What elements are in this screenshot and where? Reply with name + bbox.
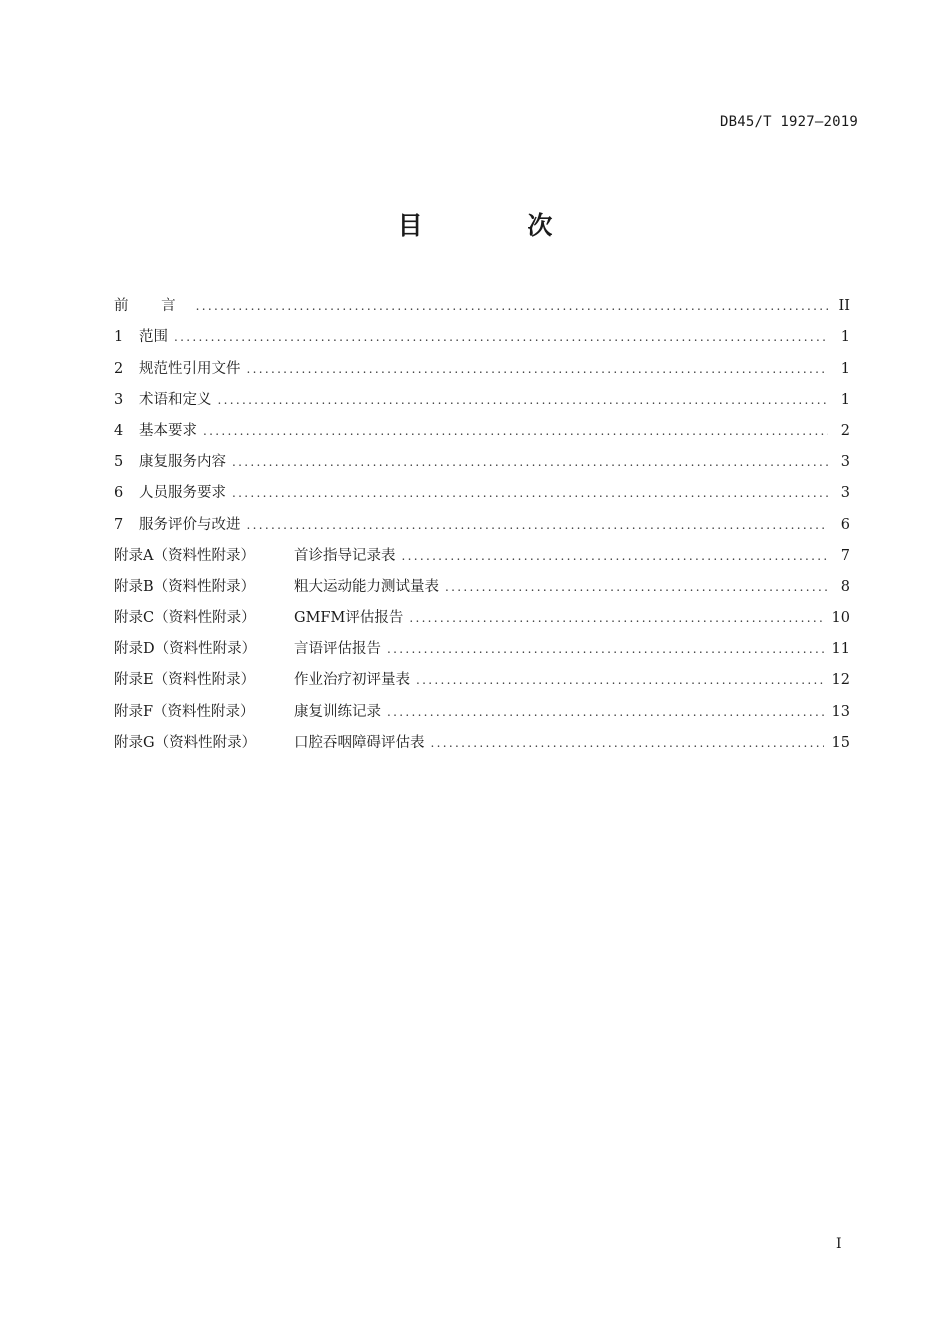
toc-entry-label: 4 基本要求 [114, 422, 197, 439]
toc-entry-label: 附录F（资料性附录） 康复训练记录 [114, 703, 381, 720]
toc-entry-label: 2 规范性引用文件 [114, 360, 241, 377]
toc-entry-label: 前 言 [114, 298, 190, 315]
toc-entry-appendix-c[interactable] [114, 597, 850, 628]
document-code: DB45/T 1927—2019 [719, 114, 858, 130]
toc-entry-label: 6 人员服务要求 [114, 485, 226, 502]
toc-title: 目 次 [397, 211, 601, 240]
page-number: I [836, 1236, 842, 1252]
toc-entry-label: 附录C（资料性附录） GMFM评估报告 [114, 610, 404, 627]
toc-leader-dots [232, 483, 828, 503]
toc-entry-page: II [838, 298, 850, 315]
toc-entry-section-5[interactable] [114, 441, 850, 472]
toc-entry-appendix-e[interactable] [114, 659, 850, 690]
toc-leader-dots [409, 608, 823, 628]
toc-entry-page: 13 [831, 703, 850, 720]
toc-entry-appendix-d[interactable] [114, 628, 850, 659]
toc-leader-dots [247, 515, 829, 535]
toc-entry-section-7[interactable] [114, 503, 850, 534]
toc-entry-page: 2 [840, 422, 850, 439]
toc-entry-page: 12 [831, 672, 850, 689]
toc-entry-page: 10 [831, 610, 850, 627]
toc-leader-dots [203, 421, 828, 441]
toc-entry-label: 附录D（资料性附录） 言语评估报告 [114, 641, 381, 658]
toc-leader-dots [218, 390, 829, 410]
toc-entry-section-4[interactable] [114, 410, 850, 441]
toc-entry-label: 附录E（资料性附录） 作业治疗初评量表 [114, 672, 410, 689]
toc-leader-dots [247, 359, 829, 379]
toc-entry-page: 11 [831, 641, 850, 658]
toc-entry-label: 1 范围 [114, 329, 168, 346]
toc-entry-section-6[interactable] [114, 472, 850, 503]
toc-entry-page: 3 [840, 485, 850, 502]
toc-entry-page: 6 [840, 516, 850, 533]
toc-leader-dots [445, 577, 828, 597]
toc-leader-dots [416, 670, 824, 690]
toc-entry-foreword[interactable] [114, 285, 850, 316]
toc-leader-dots [402, 546, 829, 566]
toc-entry-page: 1 [840, 391, 850, 408]
toc-leader-dots [387, 639, 824, 659]
toc-leader-dots [174, 327, 828, 347]
toc-entry-page: 3 [840, 454, 850, 471]
toc-entry-section-1[interactable] [114, 316, 850, 347]
toc-entry-appendix-b[interactable] [114, 566, 850, 597]
toc-entry-page: 1 [840, 329, 850, 346]
table-of-contents [114, 285, 850, 753]
toc-entry-page: 8 [840, 578, 850, 595]
toc-entry-label: 5 康复服务内容 [114, 454, 226, 471]
toc-entry-page: 7 [840, 547, 850, 564]
toc-entry-appendix-g[interactable] [114, 722, 850, 753]
toc-leader-dots [387, 702, 824, 722]
toc-entry-section-2[interactable] [114, 347, 850, 378]
toc-entry-label: 附录B（资料性附录） 粗大运动能力测试量表 [114, 578, 439, 595]
toc-entry-section-3[interactable] [114, 379, 850, 410]
toc-entry-appendix-f[interactable] [114, 690, 850, 721]
toc-entry-page: 15 [831, 734, 850, 751]
toc-entry-appendix-a[interactable] [114, 535, 850, 566]
toc-leader-dots [196, 296, 828, 316]
toc-entry-page: 1 [840, 360, 850, 377]
toc-entry-label: 7 服务评价与改进 [114, 516, 241, 533]
toc-entry-label: 附录A（资料性附录） 首诊指导记录表 [114, 547, 396, 564]
toc-entry-label: 3 术语和定义 [114, 391, 212, 408]
toc-leader-dots [431, 733, 824, 753]
toc-leader-dots [232, 452, 828, 472]
toc-entry-label: 附录G（资料性附录） 口腔吞咽障碍评估表 [114, 734, 425, 751]
